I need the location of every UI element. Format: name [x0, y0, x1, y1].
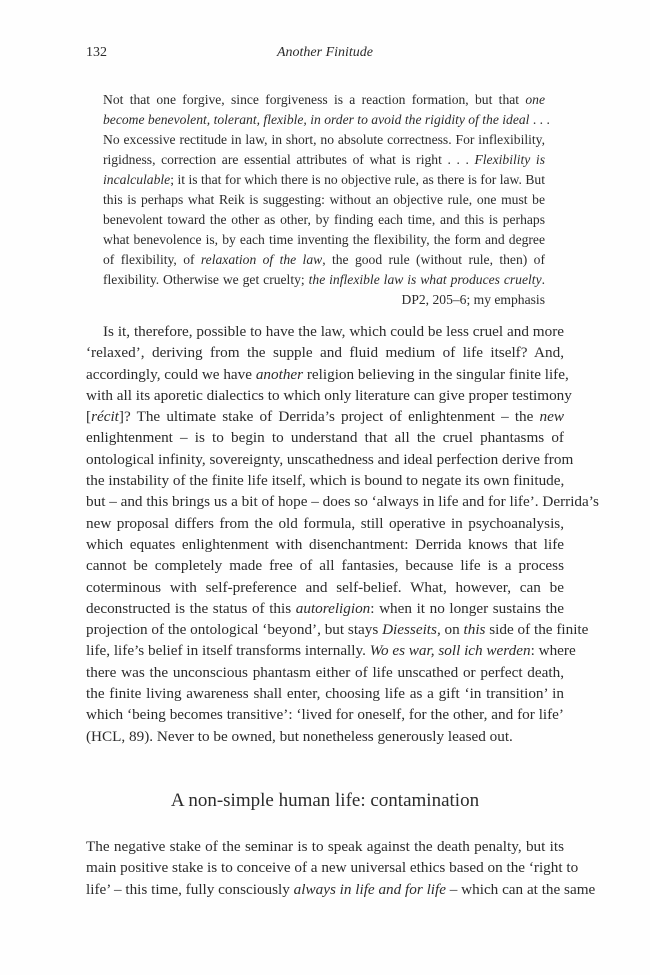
- body-paragraph-2: [86, 836, 596, 900]
- block-quote: [103, 90, 550, 310]
- text-run: (HCL, 89). Never to be owned, but nonetheless generously leased out.: [86, 727, 513, 745]
- italic-run: relaxation of the law: [200, 252, 323, 267]
- italic-run: Flexibility is: [474, 152, 545, 167]
- text-run: with all its aporetic dialectics to which only literature can give proper testimony: [86, 386, 572, 404]
- text-run: deconstructed is the status of this: [86, 599, 296, 617]
- text-run: [: [86, 408, 92, 426]
- text-line: [86, 662, 564, 683]
- text-line: [86, 321, 564, 342]
- text-run: : when it no longer sustains the: [370, 599, 564, 617]
- text-line: [103, 250, 545, 270]
- text-run: rigidness, correction are essential attributes of what is right . . .: [103, 152, 475, 167]
- text-run: ‘relaxed’, deriving from the supple and fluid medium of life itself? And,: [86, 344, 564, 362]
- text-run: religion believing in the singular finite life,: [303, 365, 569, 383]
- text-run: .: [541, 272, 546, 287]
- text-line: [86, 342, 564, 363]
- text-run: – which can at the same: [445, 880, 596, 898]
- text-run: of flexibility, of: [103, 252, 201, 267]
- text-run: ]? The ultimate stake of Derrida’s project of enlightenment – the: [118, 408, 540, 426]
- text-run: the finite living awareness shall enter, choosing life as a gift ‘in transition’ in: [86, 685, 564, 703]
- text-run: flexibility. Otherwise we get cruelty;: [103, 272, 309, 287]
- text-run: Not that one forgive, since forgiveness is a reaction formation, but that: [103, 92, 526, 107]
- text-line: [86, 534, 564, 555]
- text-run: accordingly, could we have: [86, 365, 256, 383]
- italic-run: autoreligion: [295, 599, 371, 617]
- italic-run: Wo es war, soll ich werden: [369, 642, 531, 660]
- quote-citation: DP2, 205–6; my emphasis: [401, 292, 545, 307]
- text-line: [86, 555, 564, 576]
- text-line: [86, 704, 564, 725]
- text-line: [86, 406, 564, 427]
- text-run: The negative stake of the seminar is to speak against the death penalty, but its: [86, 838, 564, 855]
- text-run: what benevolence is, by each time inventing the flexibility, the form and degree: [103, 232, 545, 247]
- text-line: [86, 619, 589, 640]
- text-line: [103, 90, 545, 110]
- italic-run: another: [255, 365, 304, 383]
- text-run: . . .: [529, 112, 550, 127]
- text-run: there was the unconscious phantasm either of life unscathed or perfect death,: [86, 663, 564, 681]
- text-line: [103, 170, 545, 190]
- text-run: but – and this brings us a bit of hope – does so ‘always in life and for life’. Derrida’s: [86, 493, 599, 511]
- text-line: [103, 190, 545, 210]
- italic-run: Diesseits: [382, 621, 437, 639]
- page-number: 132: [86, 45, 107, 60]
- text-run: cannot be completely made free of all fantasies, because life is a process: [86, 557, 564, 575]
- italic-run: new: [539, 408, 564, 426]
- italic-run: récit: [91, 408, 119, 426]
- italic-run: this: [463, 621, 486, 639]
- text-line: [86, 577, 564, 598]
- text-line: [103, 210, 545, 230]
- text-run: the instability of the finite life itself, which is bound to negate its own finitude,: [86, 472, 565, 490]
- text-run: No excessive rectitude in law, in short, no absolute correctness. For inflexibility,: [103, 132, 545, 147]
- text-line: [86, 513, 564, 534]
- italic-run: incalculable: [103, 172, 171, 187]
- text-line: [86, 491, 599, 512]
- text-run: which equates enlightenment with disenchantment: Derrida knows that life: [86, 535, 564, 553]
- text-line: [86, 364, 569, 385]
- text-run: new proposal differs from the old formula, still operative in psychoanalysis,: [86, 514, 564, 532]
- running-header: [86, 45, 564, 65]
- text-line: [86, 857, 579, 878]
- text-run: this is perhaps what Reik is suggesting: without an objective rule, one must be: [103, 192, 545, 207]
- text-run: ontological infinity, sovereignty, unscathedness and ideal perfection derive from: [86, 450, 574, 468]
- text-run: benevolent toward the other as other, by finding each time, and this is perhaps: [103, 212, 545, 227]
- italic-run: always in life and for life: [293, 880, 446, 898]
- text-line: [86, 640, 576, 661]
- running-title: Another Finitude: [276, 45, 374, 60]
- text-line: [86, 879, 596, 900]
- italic-run: the inflexible law is what produces cruelty: [308, 272, 542, 287]
- text-run: projection of the ontological ‘beyond’, but stays: [86, 621, 383, 639]
- text-run: side of the finite: [485, 621, 589, 639]
- text-line: [103, 150, 545, 170]
- text-run: : where: [530, 642, 576, 660]
- text-run: which ‘being becomes transitive’: ‘lived for oneself, for the other, and for life’: [86, 706, 564, 724]
- text-run: main positive stake is to conceive of a new universal ethics based on the ‘right to: [86, 859, 579, 877]
- text-run: coterminous with self-preference and self-belief. What, however, can be: [86, 578, 564, 596]
- body-paragraph: [86, 321, 599, 747]
- text-line: [86, 470, 564, 491]
- text-line: [86, 385, 572, 406]
- text-run: Is it, therefore, possible to have the law, which could be less cruel and more: [103, 323, 564, 340]
- text-line: [103, 130, 545, 150]
- text-run: enlightenment – is to begin to understand that all the cruel phantasms of: [86, 429, 564, 447]
- text-line: [86, 427, 564, 448]
- italic-run: one: [525, 92, 545, 107]
- section-heading: A non-simple human life: contamination: [170, 790, 480, 811]
- text-run: , the good rule (without rule, then) of: [322, 252, 545, 267]
- text-line: [86, 683, 564, 704]
- text-run: ; it is that for which there is no objective rule, as there is for law. But: [170, 172, 545, 187]
- text-line: [86, 449, 574, 470]
- text-line: [103, 270, 545, 290]
- text-line: [86, 836, 564, 857]
- italic-run: become benevolent, tolerant, flexible, in order to avoid the rigidity of the ideal: [103, 112, 530, 127]
- text-run: life’ – this time, fully consciously: [86, 880, 294, 898]
- text-line: [86, 726, 564, 747]
- text-line: [103, 230, 545, 250]
- text-run: life, life’s belief in itself transforms internally.: [86, 642, 370, 660]
- text-line: [103, 110, 550, 130]
- text-line: [86, 598, 564, 619]
- text-run: , on: [436, 621, 464, 639]
